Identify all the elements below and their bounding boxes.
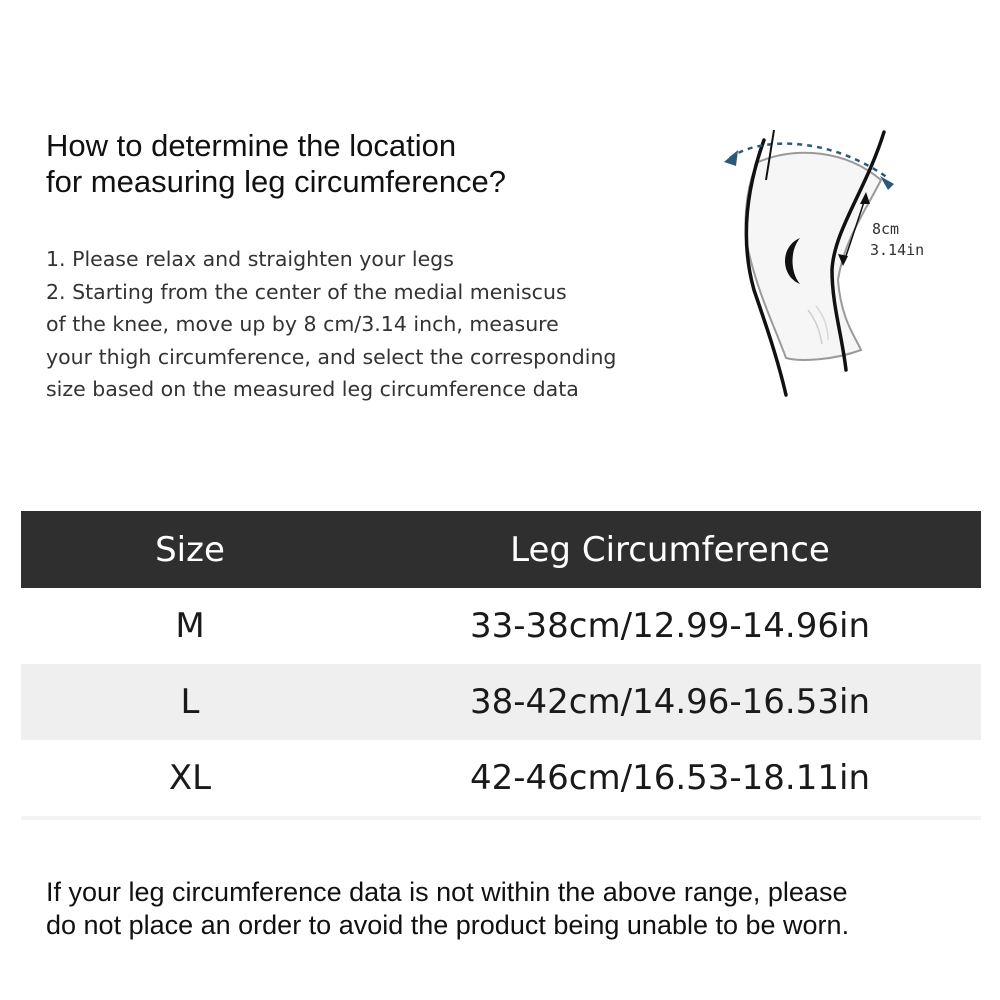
footer-line-2: do not place an order to avoid the product being unable to be worn.: [46, 910, 850, 940]
table-row: [21, 588, 981, 664]
size-table: [21, 511, 981, 820]
label-in: 3.14in: [870, 241, 925, 259]
instruction-line: 2. Starting from the center of the medial meniscus: [46, 279, 567, 304]
size-cell: XL: [168, 758, 212, 798]
knee-measurement-icon: [716, 120, 942, 400]
table-bottom-divider: [21, 816, 981, 820]
instruction-line: 1. Please relax and straighten your legs: [46, 247, 454, 271]
page-title: [46, 128, 646, 200]
circumference-cell: 42-46cm/16.53-18.11in: [470, 758, 870, 798]
instruction-line: of the knee, move up by 8 cm/3.14 inch, measure: [46, 312, 559, 336]
page-title-line-1: How to determine the location: [46, 128, 457, 163]
column-header-circumference: Leg Circumference: [510, 529, 830, 570]
table-row: [21, 664, 981, 740]
page-title-line-2: for measuring leg circumference?: [46, 164, 507, 199]
circumference-cell: 38-42cm/14.96-16.53in: [470, 682, 870, 722]
label-cm: 8cm: [872, 220, 900, 238]
size-cell: L: [180, 682, 200, 722]
measurement-instructions: [46, 243, 686, 406]
arrowhead-icon: [880, 176, 894, 190]
size-cell: M: [175, 606, 205, 646]
knee-measurement-illustration: [716, 120, 942, 400]
instruction-line: your thigh circumference, and select the corresponding: [46, 344, 617, 369]
footer-line-1: If your leg circumference data is not within the above range, please: [46, 877, 848, 907]
column-header-size: Size: [155, 529, 225, 570]
instruction-line: size based on the measured leg circumference data: [46, 377, 579, 401]
table-row: [21, 740, 981, 816]
arrowhead-icon: [724, 150, 738, 166]
circumference-cell: 33-38cm/12.99-14.96in: [470, 606, 870, 646]
footer-warning: [46, 876, 976, 942]
table-header: [21, 511, 981, 588]
